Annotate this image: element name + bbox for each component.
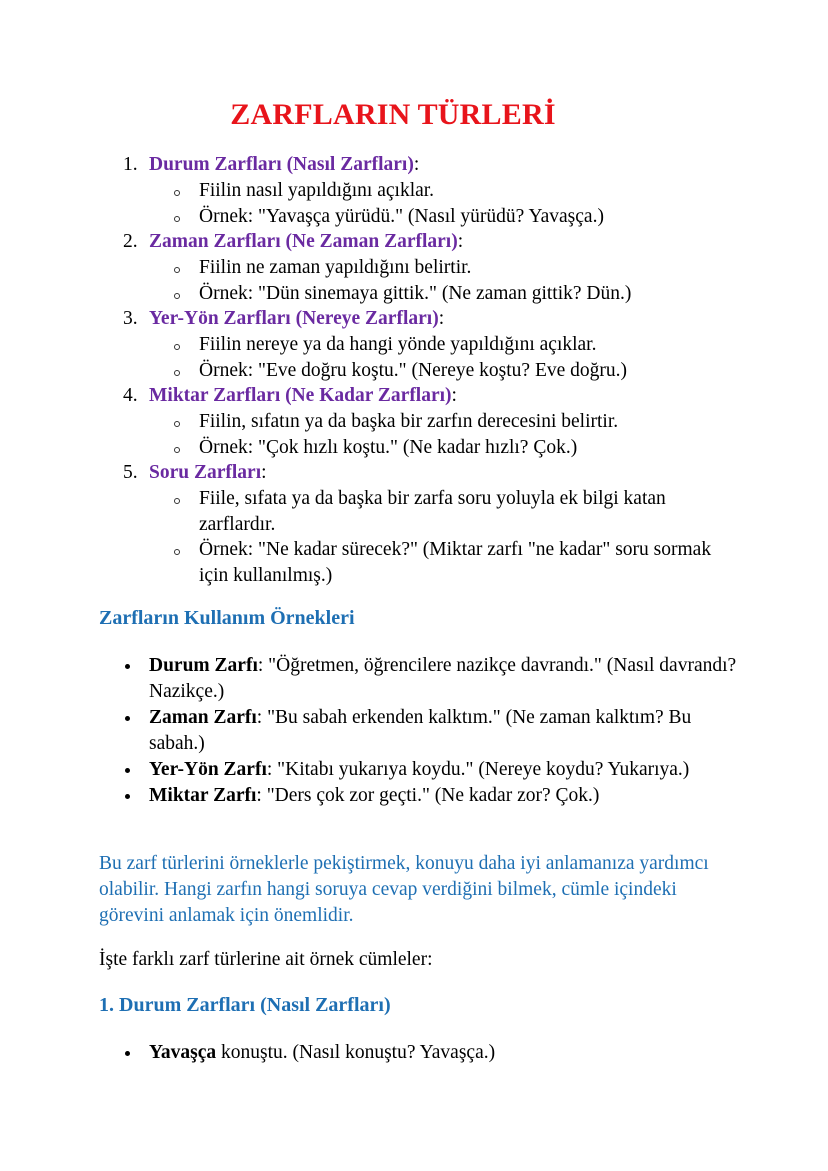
- list-item-colon: :: [451, 385, 457, 406]
- list-item-heading: [0, 306, 828, 332]
- bullet-icon: [125, 768, 130, 773]
- circle-bullet-icon: [174, 549, 180, 555]
- bullet-icon: [125, 794, 130, 799]
- list-number: 4.: [123, 385, 138, 406]
- adverb-types-list: [0, 152, 828, 588]
- list-item: [0, 306, 828, 383]
- circle-bullet-icon: [174, 421, 180, 427]
- sub-item: Fiile, sıfata ya da başka bir zarfa soru yoluyla ek bilgi katan zarflardır.: [0, 486, 719, 537]
- circle-bullet-icon: [174, 293, 180, 299]
- usage-item: Zaman Zarfı: "Bu sabah erkenden kalktım." (Ne zaman kalktım? Bu sabah.): [0, 705, 739, 757]
- sub-item: Örnek: "Eve doğru koştu." (Nereye koştu? Eve doğru.): [0, 358, 719, 384]
- usage-label: Durum Zarfı: [149, 655, 258, 676]
- usage-list: [0, 653, 828, 809]
- list-item-title: Soru Zarfları: [149, 462, 262, 483]
- page-title: ZARFLARIN TÜRLERİ: [230, 98, 556, 131]
- list-number: 3.: [123, 308, 138, 329]
- list-number: 1.: [123, 154, 138, 175]
- intro-line: İşte farklı zarf türlerine ait örnek cümleler:: [99, 949, 433, 970]
- bullet-icon: [125, 664, 130, 669]
- list-item-title: Yer-Yön Zarfları (Nereye Zarfları): [149, 308, 439, 329]
- example-bold-word: Yavaşça: [149, 1042, 217, 1063]
- circle-bullet-icon: [174, 344, 180, 350]
- list-item-title: Durum Zarfları (Nasıl Zarfları): [149, 154, 414, 175]
- sub-item: Fiilin, sıfatın ya da başka bir zarfın derecesini belirtir.: [0, 409, 719, 435]
- circle-bullet-icon: [174, 190, 180, 196]
- list-item-title: Miktar Zarfları (Ne Kadar Zarfları): [149, 385, 452, 406]
- list-item: [0, 152, 828, 229]
- example-list: [0, 1040, 828, 1066]
- sub-item: Fiilin nasıl yapıldığını açıklar.: [0, 178, 719, 204]
- circle-bullet-icon: [174, 267, 180, 273]
- sub-item: Örnek: "Çok hızlı koştu." (Ne kadar hızlı? Çok.): [0, 435, 719, 461]
- circle-bullet-icon: [174, 370, 180, 376]
- circle-bullet-icon: [174, 216, 180, 222]
- list-item-heading: [0, 460, 828, 486]
- list-item-colon: :: [261, 462, 267, 483]
- list-item-heading: [0, 229, 828, 255]
- sub-item: Örnek: "Yavaşça yürüdü." (Nasıl yürüdü? Yavaşça.): [0, 204, 719, 230]
- list-item: [0, 383, 828, 460]
- summary-paragraph: Bu zarf türlerini örneklerle pekiştirmek, konuyu daha iyi anlamanıza yardımcı olabilir. Hangi zarfın hangi soruya cevap verdiğini bilmek, cümle içindeki görevini anlamak için önemlidir.: [99, 853, 709, 926]
- usage-heading: Zarfların Kullanım Örnekleri: [99, 607, 355, 629]
- list-item-colon: :: [438, 308, 445, 329]
- list-item-colon: :: [457, 231, 464, 252]
- section-heading: 1. Durum Zarfları (Nasıl Zarfları): [99, 994, 391, 1016]
- example-item: Yavaşça konuştu. (Nasıl konuştu? Yavaşça.): [0, 1040, 739, 1066]
- sub-item: Örnek: "Ne kadar sürecek?" (Miktar zarfı "ne kadar" soru sormak için kullanılmış.): [0, 537, 719, 588]
- list-item: [0, 460, 828, 588]
- list-number: 5.: [123, 462, 138, 483]
- list-number: 2.: [123, 231, 138, 252]
- usage-label: Yer-Yön Zarfı: [149, 759, 267, 780]
- list-item-title: Zaman Zarfları (Ne Zaman Zarfları): [149, 231, 458, 252]
- sub-item: Örnek: "Dün sinemaya gittik." (Ne zaman gittik? Dün.): [0, 281, 719, 307]
- usage-label: Zaman Zarfı: [149, 707, 257, 728]
- sub-item: Fiilin nereye ya da hangi yönde yapıldığını açıklar.: [0, 332, 719, 358]
- usage-item: Durum Zarfı: "Öğretmen, öğrencilere nazikçe davrandı." (Nasıl davrandı? Nazikçe.): [0, 653, 739, 705]
- usage-item: Yer-Yön Zarfı: "Kitabı yukarıya koydu." (Nereye koydu? Yukarıya.): [0, 757, 739, 783]
- circle-bullet-icon: [174, 447, 180, 453]
- list-item-heading: [0, 152, 828, 178]
- list-item-colon: :: [413, 154, 420, 175]
- list-item: [0, 229, 828, 306]
- sub-item: Fiilin ne zaman yapıldığını belirtir.: [0, 255, 719, 281]
- circle-bullet-icon: [174, 498, 180, 504]
- usage-item: Miktar Zarfı: "Ders çok zor geçti." (Ne kadar zor? Çok.): [0, 783, 739, 809]
- list-item-heading: [0, 383, 828, 409]
- usage-label: Miktar Zarfı: [149, 785, 257, 806]
- bullet-icon: [125, 716, 130, 721]
- bullet-icon: [125, 1051, 130, 1056]
